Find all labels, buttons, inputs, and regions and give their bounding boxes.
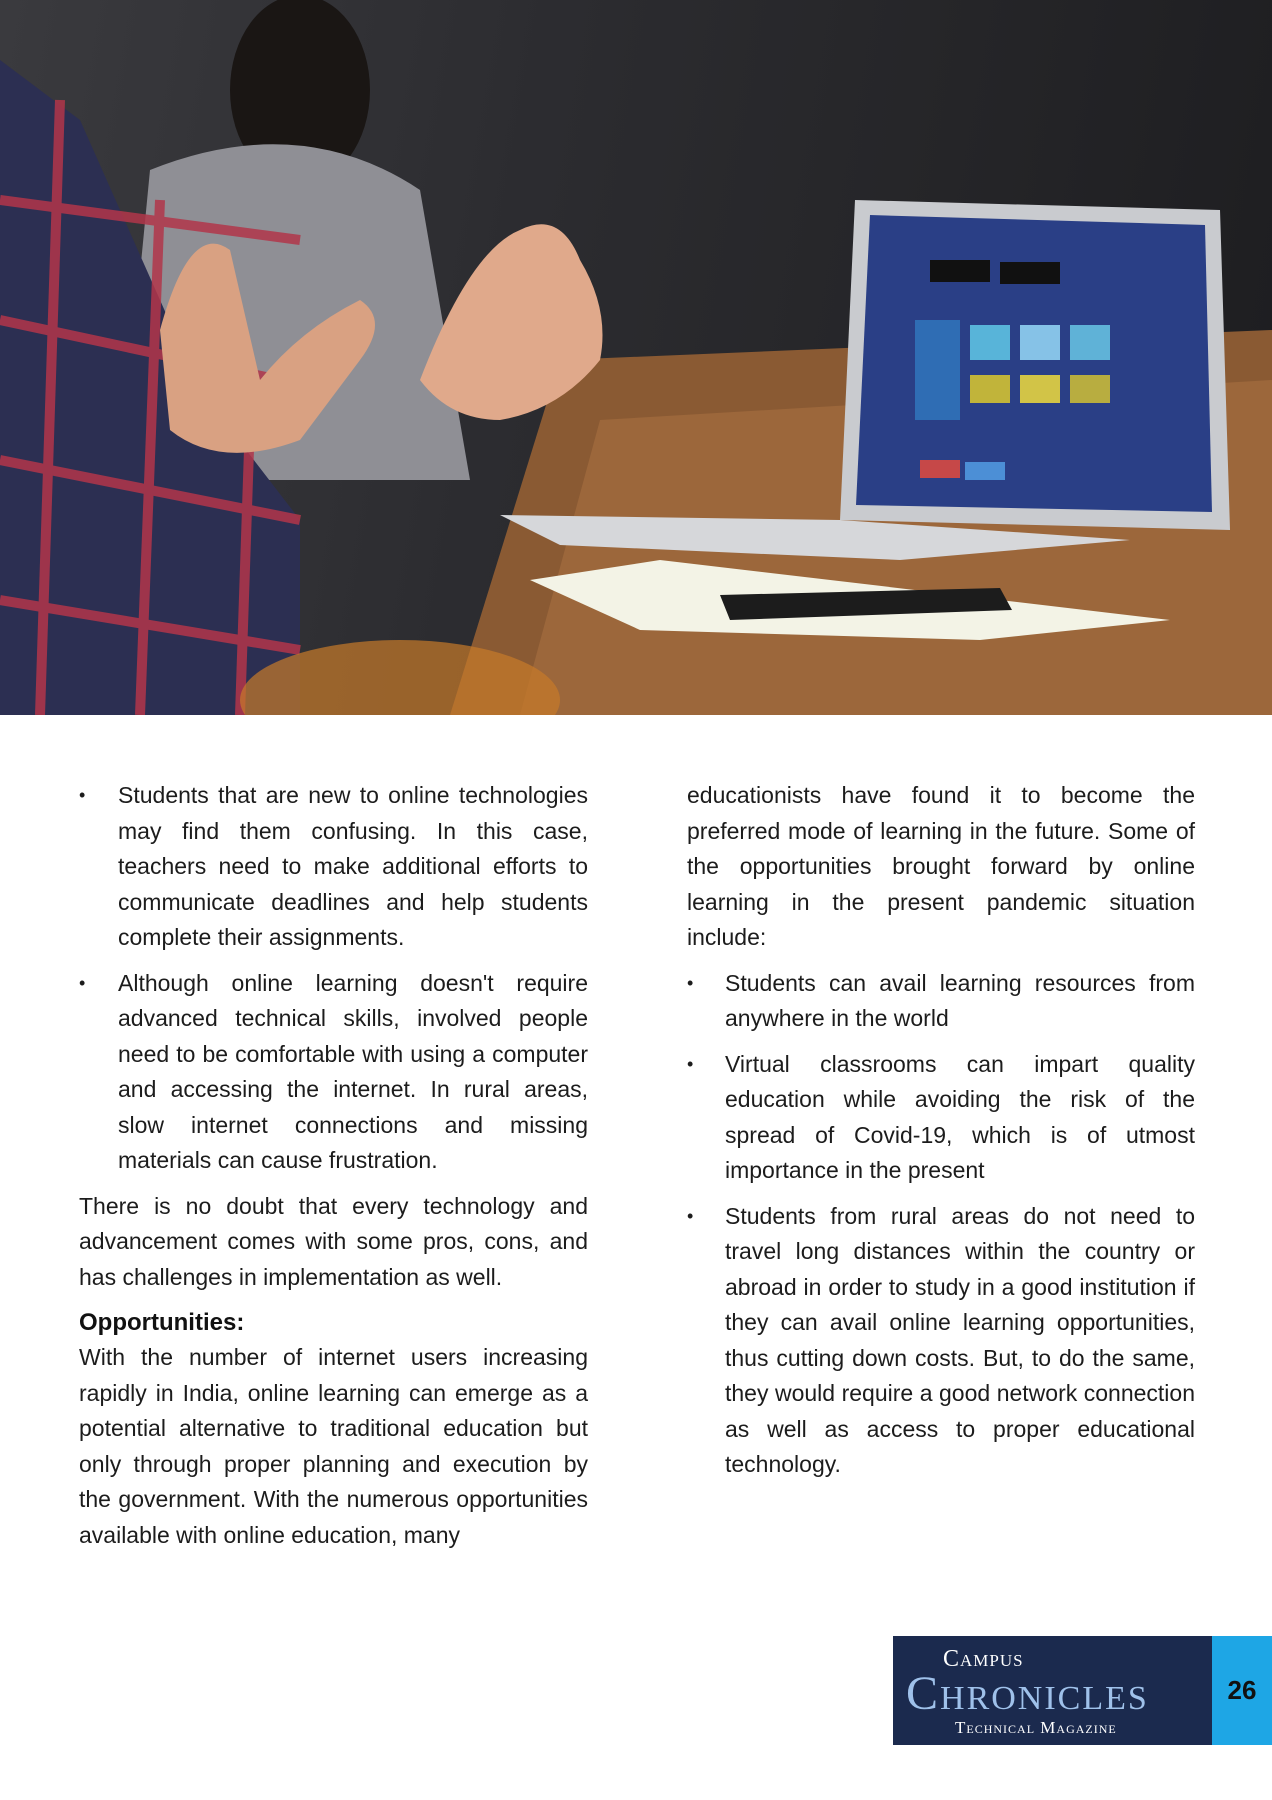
section-heading: Opportunities: [79, 1309, 245, 1336]
list-item: • Students from rural areas do not need to travel long distances within the country or abroad in order to study in a good institution if they can avail online learning opportunities, thus cutting down costs. But, to do the same, they would require a good network connection as well as access to proper educational technology. [687, 1199, 1195, 1483]
challenges-list [79, 778, 588, 1179]
opportunities-list [687, 966, 1195, 1483]
list-item: • Students can avail learning resources from anywhere in the world [687, 966, 1195, 1037]
page-number: 26 [1212, 1636, 1272, 1745]
paragraph: There is no doubt that every technology and advancement comes with some pros, cons, and has challenges in implementation as well. [79, 1192, 588, 1290]
paragraph: With the number of internet users increasing rapidly in India, online learning can emerge as a potential alternative to traditional education but only through proper planning and execution by the government. With the numerous opportunities available with online education, many [79, 1344, 588, 1548]
logo-line-technical-magazine: Technical Magazine [955, 1718, 1117, 1737]
hero-photo [0, 0, 1272, 715]
hero-illustration [0, 0, 1272, 715]
left-column [79, 778, 588, 1563]
list-item: • Virtual classrooms can impart quality education while avoiding the risk of the spread of Covid-19, which is of utmost importance in the present [687, 1047, 1195, 1189]
list-item: • Students that are new to online technologies may find them confusing. In this case, teachers need to make additional efforts to communicate deadlines and help students complete their assignments. [79, 778, 588, 956]
paragraph: educationists have found it to become the preferred mode of learning in the future. Some of the opportunities brought forward by online learning in the present pandemic situation include: [687, 782, 1195, 950]
logo-line-campus: Campus [943, 1646, 1024, 1672]
magazine-logo [893, 1636, 1212, 1745]
list-item: • Although online learning doesn't require advanced technical skills, involved people need to be comfortable with using a computer and accessing the internet. In rural areas, slow internet connections and missing materials can cause frustration. [79, 966, 588, 1179]
right-column [687, 778, 1195, 1493]
logo-line-chronicles: Chronicles [906, 1667, 1149, 1720]
